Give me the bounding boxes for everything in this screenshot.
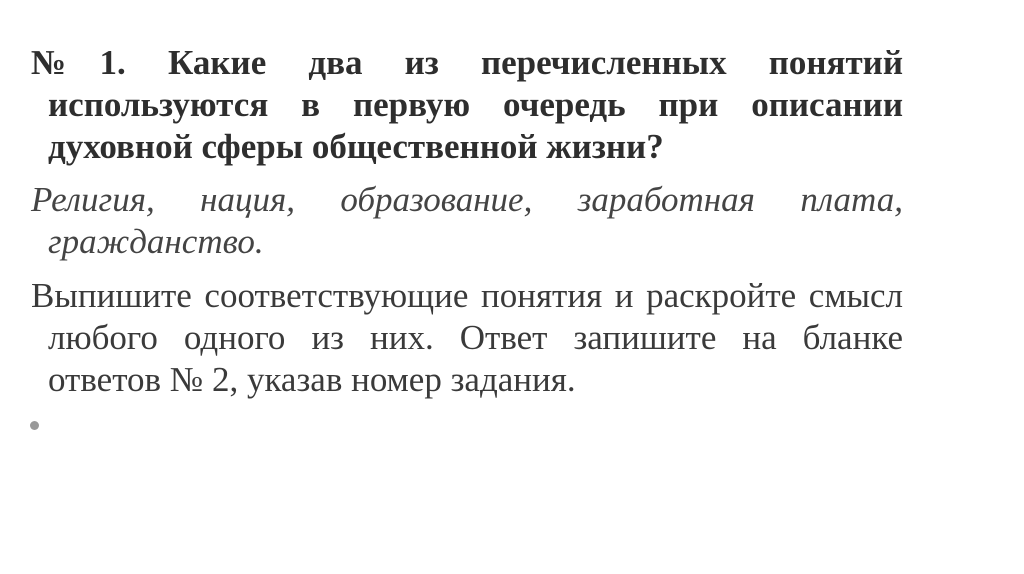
empty-bullet-point (30, 421, 39, 430)
concepts-list: Религия, нация, образование, заработная плата, гражданство. (31, 180, 903, 261)
question-text: №1. Какие два из перечисленных понятий используются в первую очередь при описании духовной сферы общественной жизни? (31, 43, 903, 166)
task-instruction: Выпишите соответствующие понятия и раскройте смысл любого одного из них. Ответ запишите на бланке ответов № 2, указав номер задания. (31, 276, 903, 399)
